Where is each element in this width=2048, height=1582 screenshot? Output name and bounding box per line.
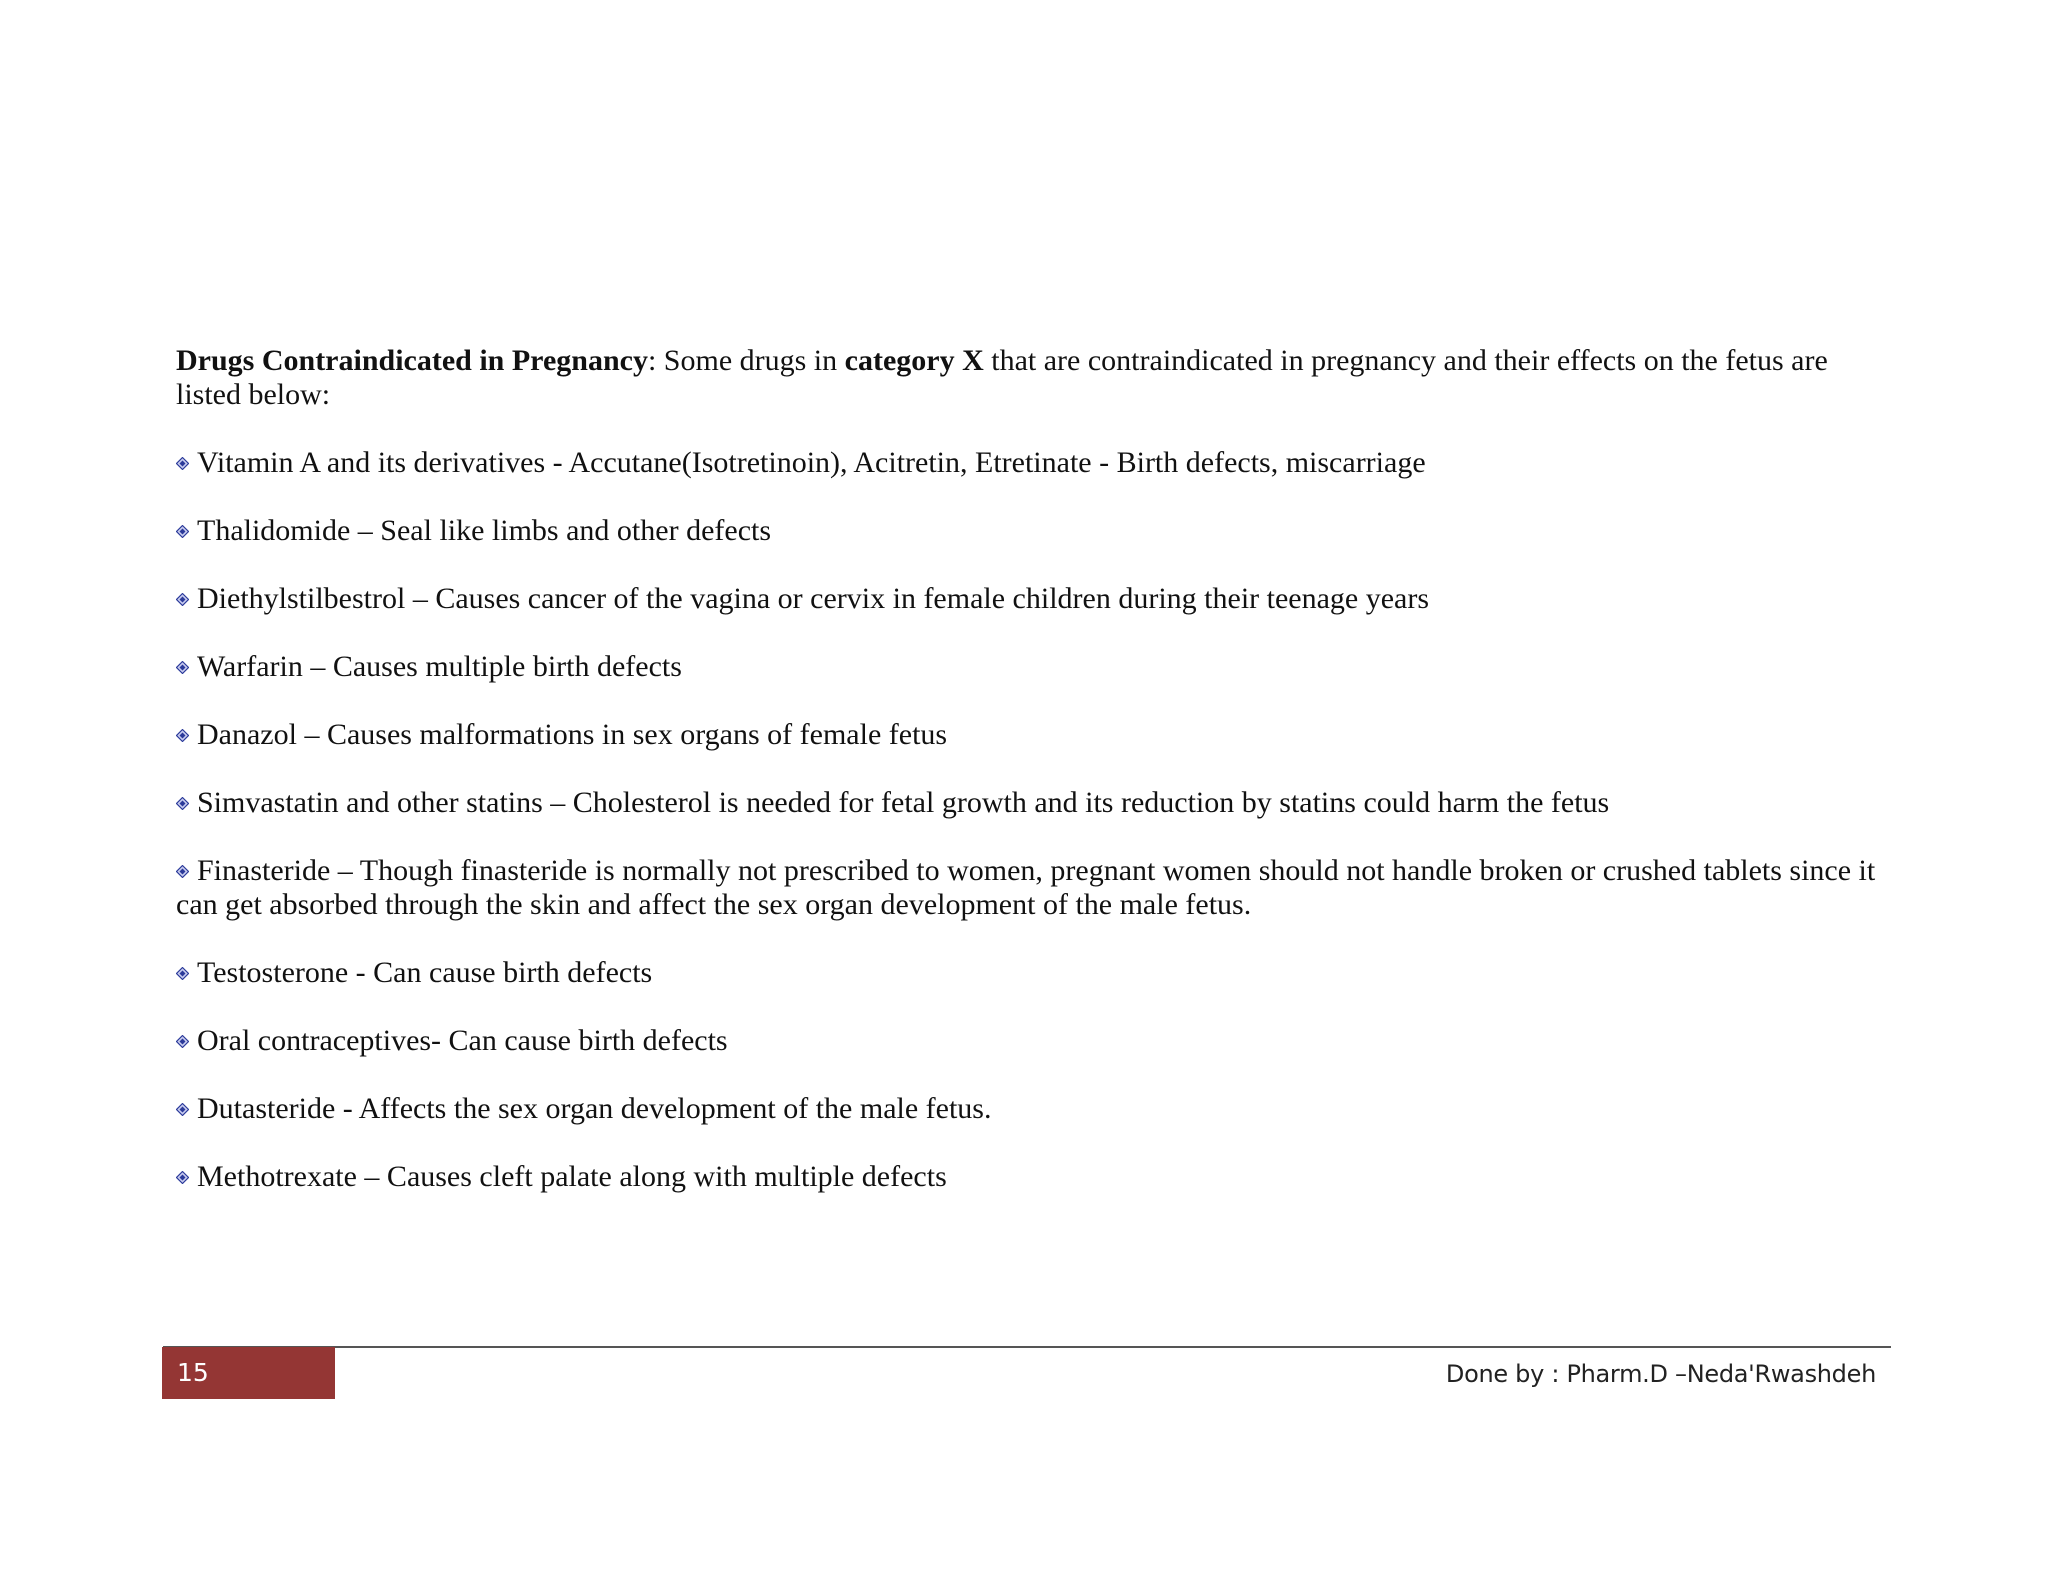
diamond-bullet-icon bbox=[176, 457, 189, 470]
drug-list-item bbox=[176, 1024, 1888, 1058]
diamond-bullet-icon bbox=[176, 593, 189, 606]
drug-list-item bbox=[176, 718, 1888, 752]
diamond-bullet-icon bbox=[176, 1035, 189, 1048]
drug-list-item bbox=[176, 1160, 1888, 1194]
diamond-bullet-icon bbox=[176, 1171, 189, 1184]
drug-list-item-text: Vitamin A and its derivatives - Accutane(Isotretinoin), Acitretin, Etretinate - Birth defects, miscarriage bbox=[197, 446, 1426, 479]
drug-list-item bbox=[176, 786, 1888, 820]
diamond-bullet-icon bbox=[176, 1103, 189, 1116]
diamond-bullet-icon bbox=[176, 797, 189, 810]
drug-list bbox=[176, 446, 1888, 1194]
drug-list-item bbox=[176, 582, 1888, 616]
diamond-bullet-icon bbox=[176, 729, 189, 742]
drug-list-item-text: Thalidomide – Seal like limbs and other defects bbox=[197, 514, 772, 547]
diamond-bullet-icon bbox=[176, 865, 189, 878]
drug-list-item-text: Warfarin – Causes multiple birth defects bbox=[197, 650, 682, 683]
intro-category: category X bbox=[844, 344, 984, 377]
diamond-bullet-icon bbox=[176, 525, 189, 538]
drug-list-item-text: Dutasteride - Affects the sex organ development of the male fetus. bbox=[197, 1092, 992, 1125]
drug-list-item bbox=[176, 854, 1888, 922]
drug-list-item-text: Finasteride – Though finasteride is normally not prescribed to women, pregnant women should not handle broken or crushed tablets since it can get absorbed through the skin and affect the sex organ development of the male fetus. bbox=[176, 854, 1876, 921]
intro-text-1: : Some drugs in bbox=[647, 344, 845, 377]
intro-paragraph bbox=[176, 344, 1888, 412]
intro-text-2: that are contraindicated in pregnancy and their effects on the fetus are listed below: bbox=[176, 344, 1828, 411]
drug-list-item-text: Oral contraceptives- Can cause birth defects bbox=[197, 1024, 728, 1057]
drug-list-item-text: Testosterone - Can cause birth defects bbox=[197, 956, 653, 989]
intro-heading: Drugs Contraindicated in Pregnancy bbox=[176, 344, 648, 377]
drug-list-item bbox=[176, 446, 1888, 480]
footer-divider bbox=[163, 1346, 1891, 1348]
drug-list-item bbox=[176, 1092, 1888, 1126]
diamond-bullet-icon bbox=[176, 967, 189, 980]
author-credit: Done by : Pharm.D –Neda'Rwashdeh bbox=[1445, 1360, 1876, 1388]
drug-list-item bbox=[176, 956, 1888, 990]
document-body bbox=[176, 344, 1888, 1228]
page-number: 15 bbox=[162, 1347, 335, 1399]
drug-list-item-text: Methotrexate – Causes cleft palate along with multiple defects bbox=[197, 1160, 947, 1193]
drug-list-item bbox=[176, 514, 1888, 548]
drug-list-item-text: Danazol – Causes malformations in sex organs of female fetus bbox=[197, 718, 948, 751]
drug-list-item bbox=[176, 650, 1888, 684]
diamond-bullet-icon bbox=[176, 661, 189, 674]
drug-list-item-text: Diethylstilbestrol – Causes cancer of the vagina or cervix in female children during their teenage years bbox=[197, 582, 1430, 615]
drug-list-item-text: Simvastatin and other statins – Cholesterol is needed for fetal growth and its reduction by statins could harm the fetus bbox=[197, 786, 1610, 819]
